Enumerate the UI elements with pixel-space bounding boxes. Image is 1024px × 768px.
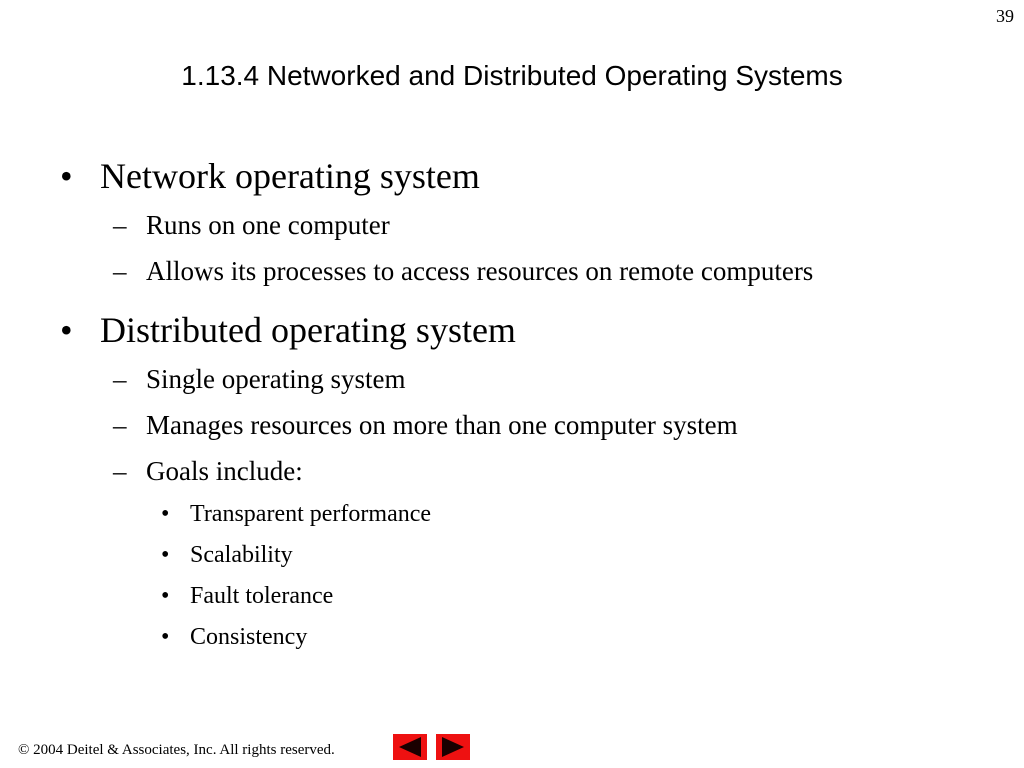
left-arrow-icon — [393, 734, 427, 760]
goal-text: Transparent performance — [190, 501, 432, 527]
next-slide-button[interactable] — [436, 734, 470, 760]
goal-text: Fault tolerance — [190, 583, 334, 609]
subitem — [0, 356, 1024, 402]
dash-marker: – — [113, 456, 127, 486]
goal-text: Consistency — [190, 624, 308, 650]
page-title: 1.13.4 Networked and Distributed Operating Systems — [181, 60, 843, 91]
bullet-marker: • — [161, 542, 170, 568]
bullet-network-os — [0, 150, 1024, 202]
bullet-marker: • — [60, 156, 73, 196]
subitem — [0, 402, 1024, 448]
goal-item — [0, 617, 1024, 658]
subitem — [0, 248, 1024, 294]
dash-marker: – — [113, 410, 127, 440]
subitem — [0, 448, 1024, 494]
subitem-text: Goals include: — [146, 456, 303, 486]
bullet-marker: • — [161, 583, 170, 609]
bullet-marker: • — [60, 310, 73, 350]
page-number: 39 — [996, 6, 1014, 26]
subitem-text: Allows its processes to access resources on remote computers — [146, 256, 814, 286]
dash-marker: – — [113, 256, 127, 286]
goal-text: Scalability — [190, 542, 293, 568]
bullet-distributed-os — [0, 304, 1024, 356]
subitem — [0, 202, 1024, 248]
goal-item — [0, 576, 1024, 617]
bullet-marker: • — [161, 624, 170, 650]
bullet-marker: • — [161, 501, 170, 527]
copyright-footer: © 2004 Deitel & Associates, Inc. All rights reserved. — [18, 742, 335, 758]
subitem-text: Single operating system — [146, 364, 406, 394]
dash-marker: – — [113, 210, 127, 240]
previous-slide-button[interactable] — [393, 734, 427, 760]
bullet-heading: Distributed operating system — [100, 310, 516, 350]
bullet-heading: Network operating system — [100, 156, 480, 196]
dash-marker: – — [113, 364, 127, 394]
goal-item — [0, 494, 1024, 535]
right-arrow-icon — [436, 734, 470, 760]
goal-item — [0, 535, 1024, 576]
subitem-text: Runs on one computer — [146, 210, 390, 240]
subitem-text: Manages resources on more than one computer system — [146, 410, 738, 440]
slide-content — [0, 150, 1024, 658]
